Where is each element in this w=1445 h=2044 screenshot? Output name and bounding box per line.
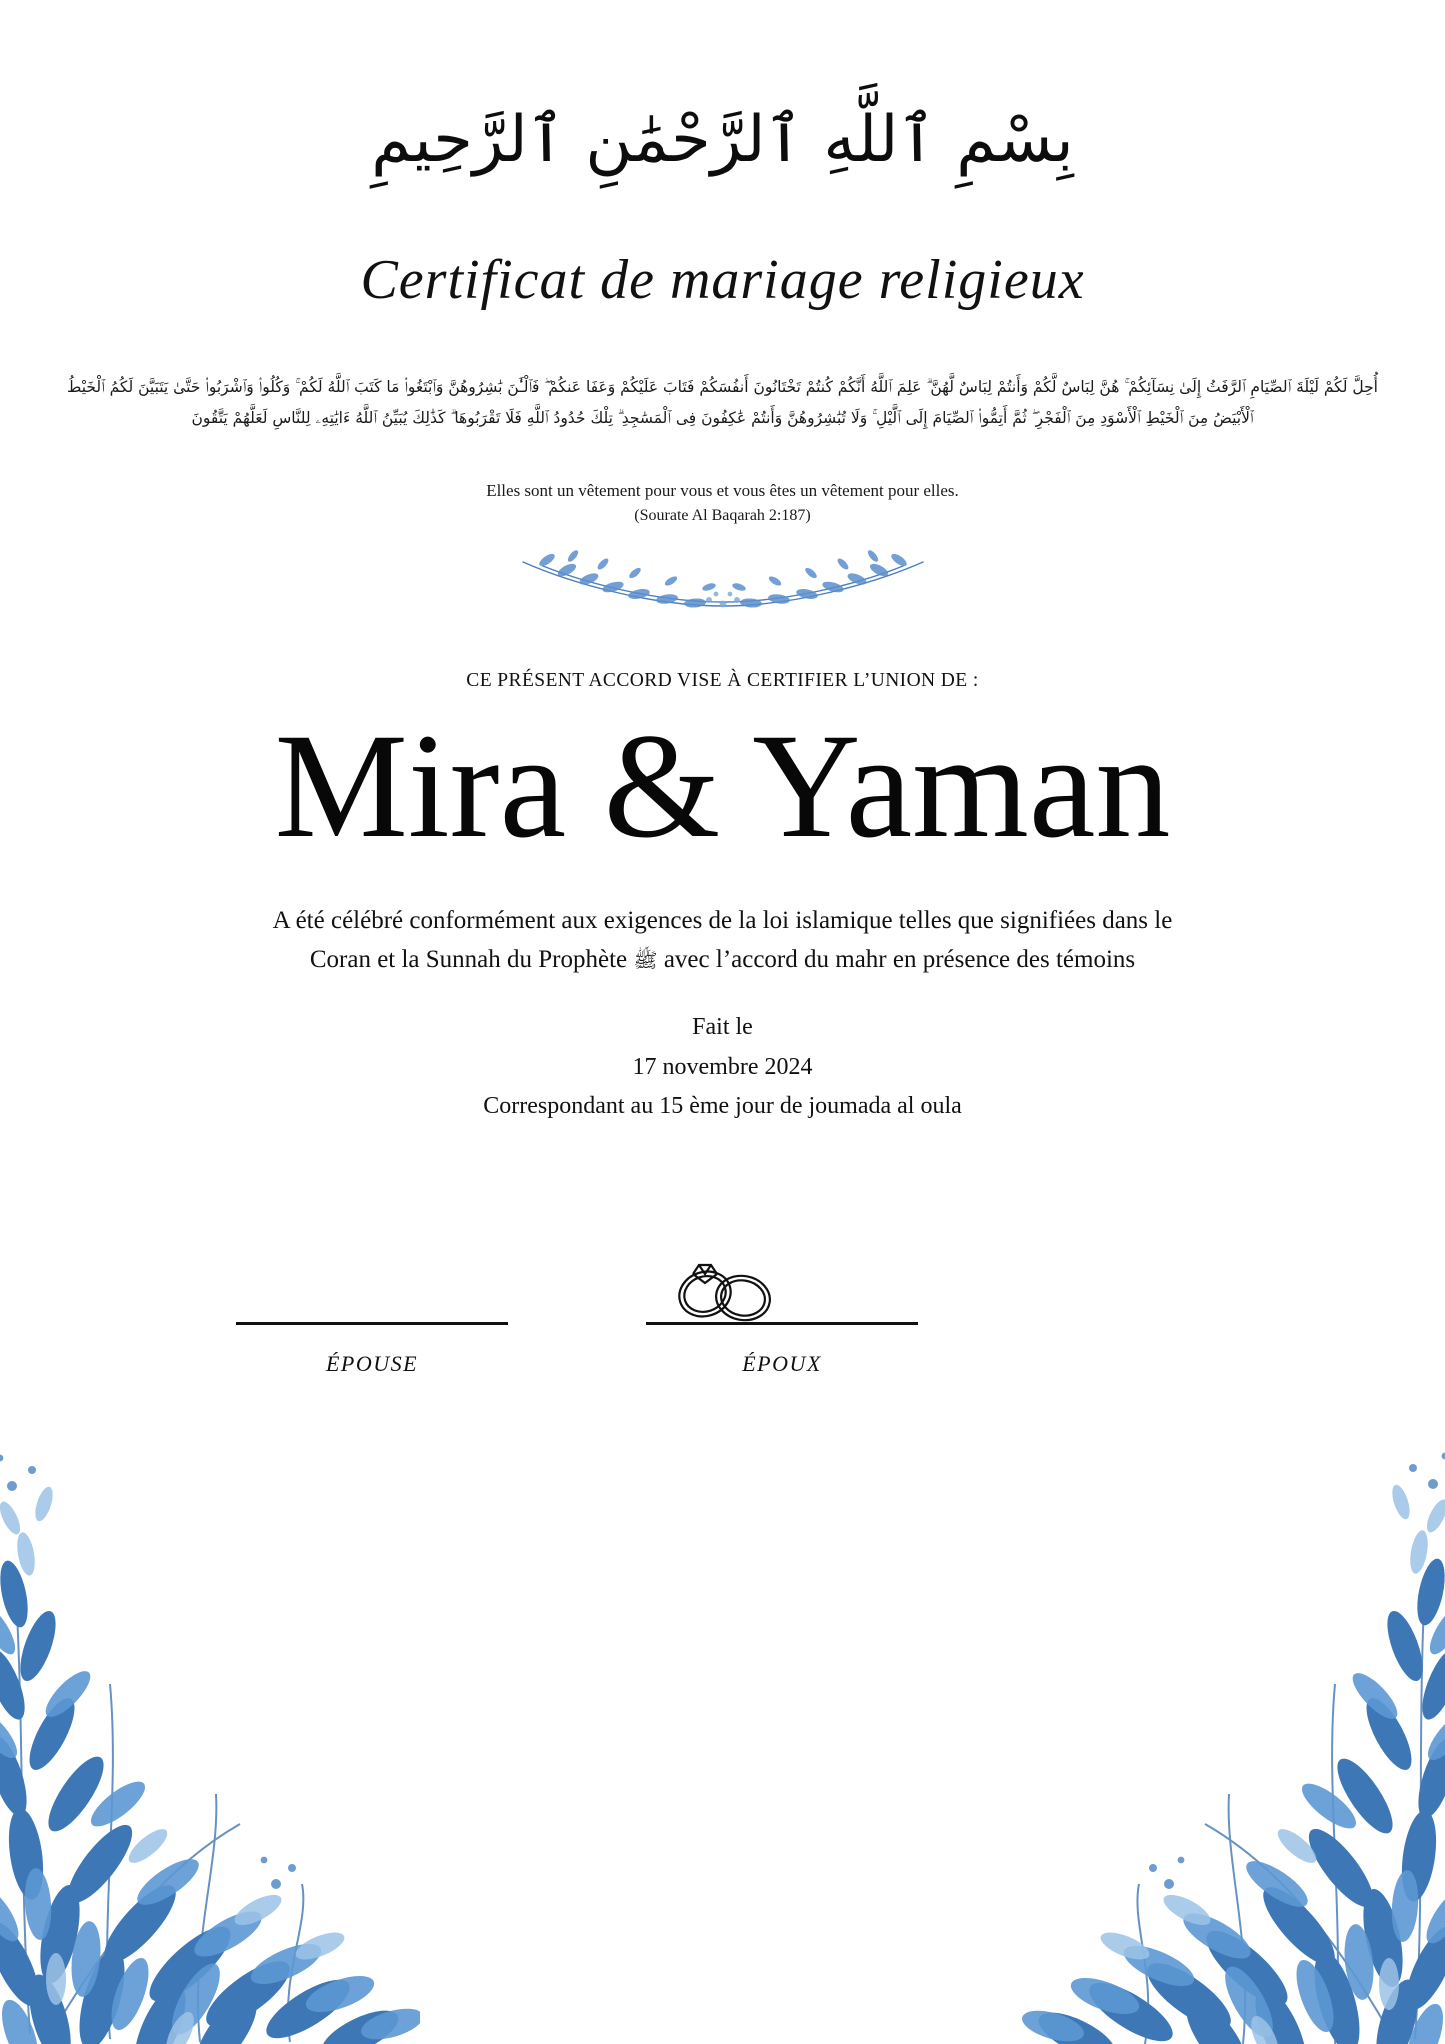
quran-verse-reference: (Sourate Al Baqarah 2:187): [634, 507, 811, 525]
floral-divider-icon: [513, 540, 933, 620]
body-line-2-after: avec l’accord du mahr en présence des témoins: [663, 945, 1136, 973]
quran-verse-arabic: أُحِلَّ لَكُمْ لَيْلَةَ ٱلصِّيَامِ ٱلرَّفَثُ إِلَىٰ نِسَآئِكُمْ ۚ هُنَّ لِبَاسٌ لَّكُمْ وَأَنتُمْ لِبَاسٌ لَّهُنَّ ۗ عَلِمَ ٱللَّهُ أَنَّكُمْ كُنتُمْ تَخْتَانُونَ أَنفُسَكُمْ فَتَابَ عَلَيْكُمْ وَعَفَا عَنكُمْ ۖ فَٱلْـَٰٔنَ بَٰشِرُوهُنَّ وَٱبْتَغُوا۟ مَا كَتَبَ ٱللَّهُ لَكُمْ ۚ وَكُلُوا۟ وَٱشْرَبُوا۟ حَتَّىٰ يَتَبَيَّنَ لَكُمُ ٱلْخَيْطُ ٱلْأَبْيَضُ مِنَ ٱلْخَيْطِ ٱلْأَسْوَدِ مِنَ ٱلْفَجْرِ ۖ ثُمَّ أَتِمُّوا۟ ٱلصِّيَامَ إِلَى ٱلَّيْلِ ۚ وَلَا تُبَٰشِرُوهُنَّ وَأَنتُمْ عَٰكِفُونَ فِى ٱلْمَسَٰجِدِ ۗ تِلْكَ حُدُودُ ٱللَّهِ فَلَا تَقْرَبُوهَا ۗ كَذَٰلِكَ يُبَيِّنُ ٱللَّهُ ءَايَٰتِهِۦ لِلنَّاسِ لَعَلَّهُمْ يَتَّقُونَ: [66, 378, 1378, 427]
quran-verse-translation-block: [0, 478, 1445, 529]
date-gregorian: 17 novembre 2024: [632, 1053, 813, 1080]
couple-names: Mira & Yaman: [274, 703, 1171, 869]
pbuh-icon: ﷺ: [633, 947, 658, 972]
date-block: [0, 1008, 1445, 1127]
date-label: Fait le: [692, 1014, 753, 1040]
body-line-2-before: Coran et la Sunnah du Prophète: [309, 945, 628, 973]
signature-block-husband[interactable]: [646, 1322, 918, 1377]
union-statement: CE PRÉSENT ACCORD VISE À CERTIFIER L’UNION DE :: [466, 670, 979, 691]
body-line-1: A été célébré conformément aux exigences de la loi islamique telles que signifiées dans le: [272, 907, 1173, 934]
basmala-calligraphy: بِسْمِ ٱللَّهِ ٱلرَّحْمَٰنِ ٱلرَّحِيمِ: [371, 103, 1074, 177]
signature-block-wife[interactable]: [236, 1322, 508, 1377]
signature-line-husband[interactable]: [646, 1322, 918, 1325]
foliage-decoration-right-icon: [985, 1044, 1445, 2044]
quran-verse-translation: Elles sont un vêtement pour vous et vous êtes un vêtement pour elles.: [486, 481, 959, 500]
signature-label-husband: ÉPOUX: [742, 1351, 822, 1376]
signature-line-wife[interactable]: [236, 1322, 508, 1325]
signature-label-wife: ÉPOUSE: [325, 1351, 419, 1376]
body-paragraph: [170, 902, 1275, 980]
foliage-decoration-left-icon: [0, 1034, 420, 2044]
wedding-rings-icon: [653, 1248, 793, 1333]
page-title: Certificat de mariage religieux: [360, 249, 1085, 311]
date-hijri: Correspondant au 15 ème jour de joumada al oula: [483, 1093, 962, 1120]
